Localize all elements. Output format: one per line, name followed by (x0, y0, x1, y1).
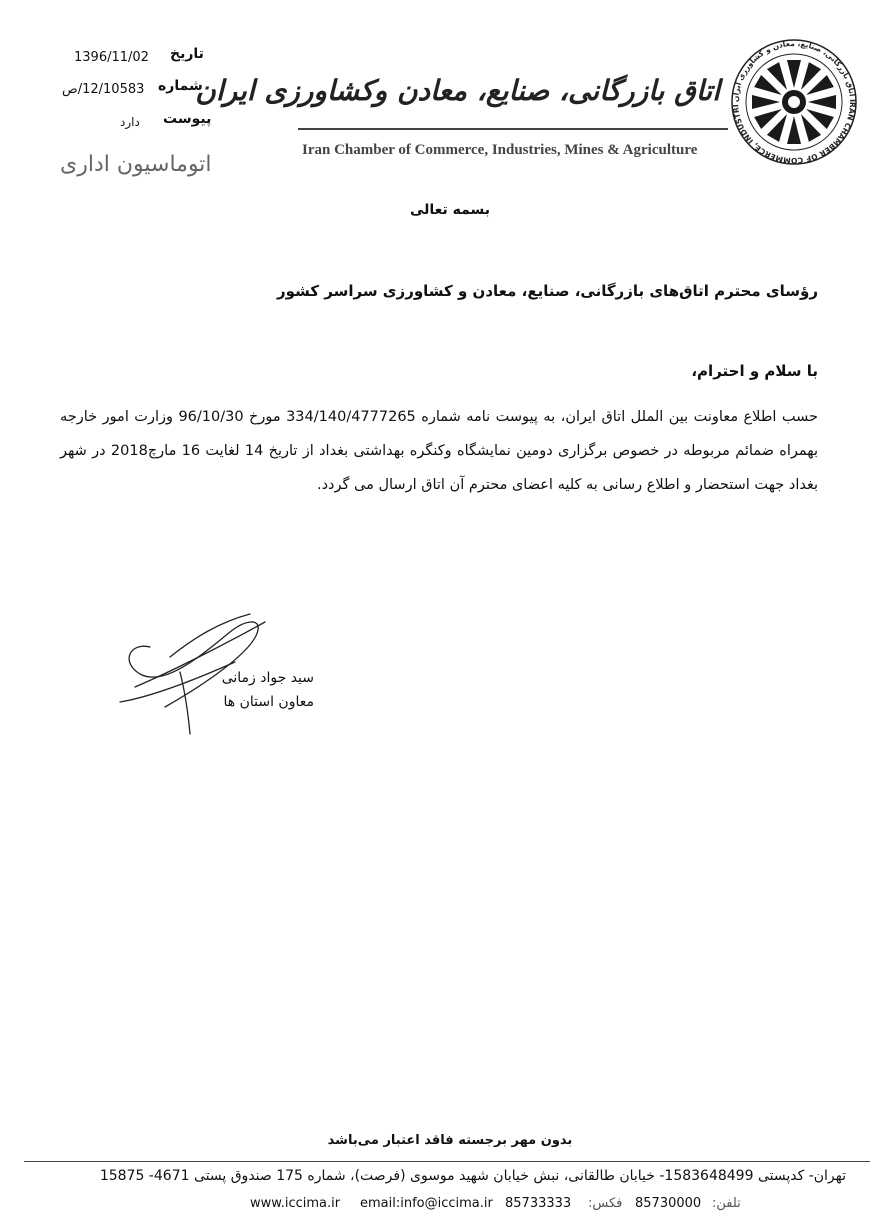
date-label: تاریخ (170, 46, 204, 62)
attachment-value: دارد (120, 115, 140, 129)
footer-rule (24, 1161, 870, 1162)
chamber-logo (728, 36, 860, 168)
office-automation-label: اتوماسیون اداری (60, 152, 212, 177)
footer-address: تهران- کدپستی 1583648499- خیابان طالقانی، نبش خیابان شهید موسوی (فرصت)، شماره 175 صندوق پستی 4671- 15875 (99, 1168, 846, 1184)
signatory-title: معاون استان ها (223, 694, 314, 710)
signatory-name: سید جواد زمانی (221, 670, 314, 686)
org-name-en: Iran Chamber of Commerce, Industries, Mines & Agriculture (302, 142, 698, 158)
org-name-fa: اتاق بازرگانی، صنایع، معادن وکشاورزی ایران (195, 74, 720, 107)
footer-email[interactable]: email:info@iccima.ir (360, 1196, 493, 1211)
footer-fax-number: 85733333 (505, 1196, 572, 1211)
embossed-seal-notice: بدون مهر برجسته فاقد اعتبار می‌باشد (327, 1133, 573, 1148)
attachment-label: پیوست (163, 111, 212, 127)
invocation: بسمه تعالی (409, 202, 491, 218)
number-label: شماره (158, 78, 203, 94)
logo-ring-text: اتاق بازرگانی، صنایع، معادن و کشاورزی ایران IRAN CHAMBER OF COMMERCE, INDUSTRI (730, 38, 858, 166)
greeting: با سلام و احترام، (691, 362, 818, 380)
footer-fax-label: فکس: (588, 1196, 623, 1211)
header-rule (298, 128, 728, 130)
body-paragraph: حسب اطلاع معاونت بین الملل اتاق ایران، به پیوست نامه شماره 334/140/4777265 مورخ 96/10/30 وزارت امور خارجه بهمراه ضمائم مربوطه در خصوص برگزاری دومین نمایشگاه وکنگره بهداشتی بغداد از تاریخ 14 لغایت 16 مارچ2018 در شهر بغداد جهت استحضار و اطلاع رسانی به کلیه اعضای محترم آن اتاق ارسال می گردد. (60, 409, 819, 493)
date-value: 1396/11/02 (74, 50, 149, 65)
footer-phone-label: تلفن: (712, 1196, 741, 1211)
recipient-line: رؤسای محترم اتاق‌های بازرگانی، صنایع، معادن و کشاورزی سراسر کشور (277, 282, 818, 300)
footer-website[interactable]: www.iccima.ir (250, 1196, 341, 1211)
number-value: 12/10583/ص (62, 82, 145, 97)
footer-phone-number: 85730000 (635, 1196, 702, 1211)
